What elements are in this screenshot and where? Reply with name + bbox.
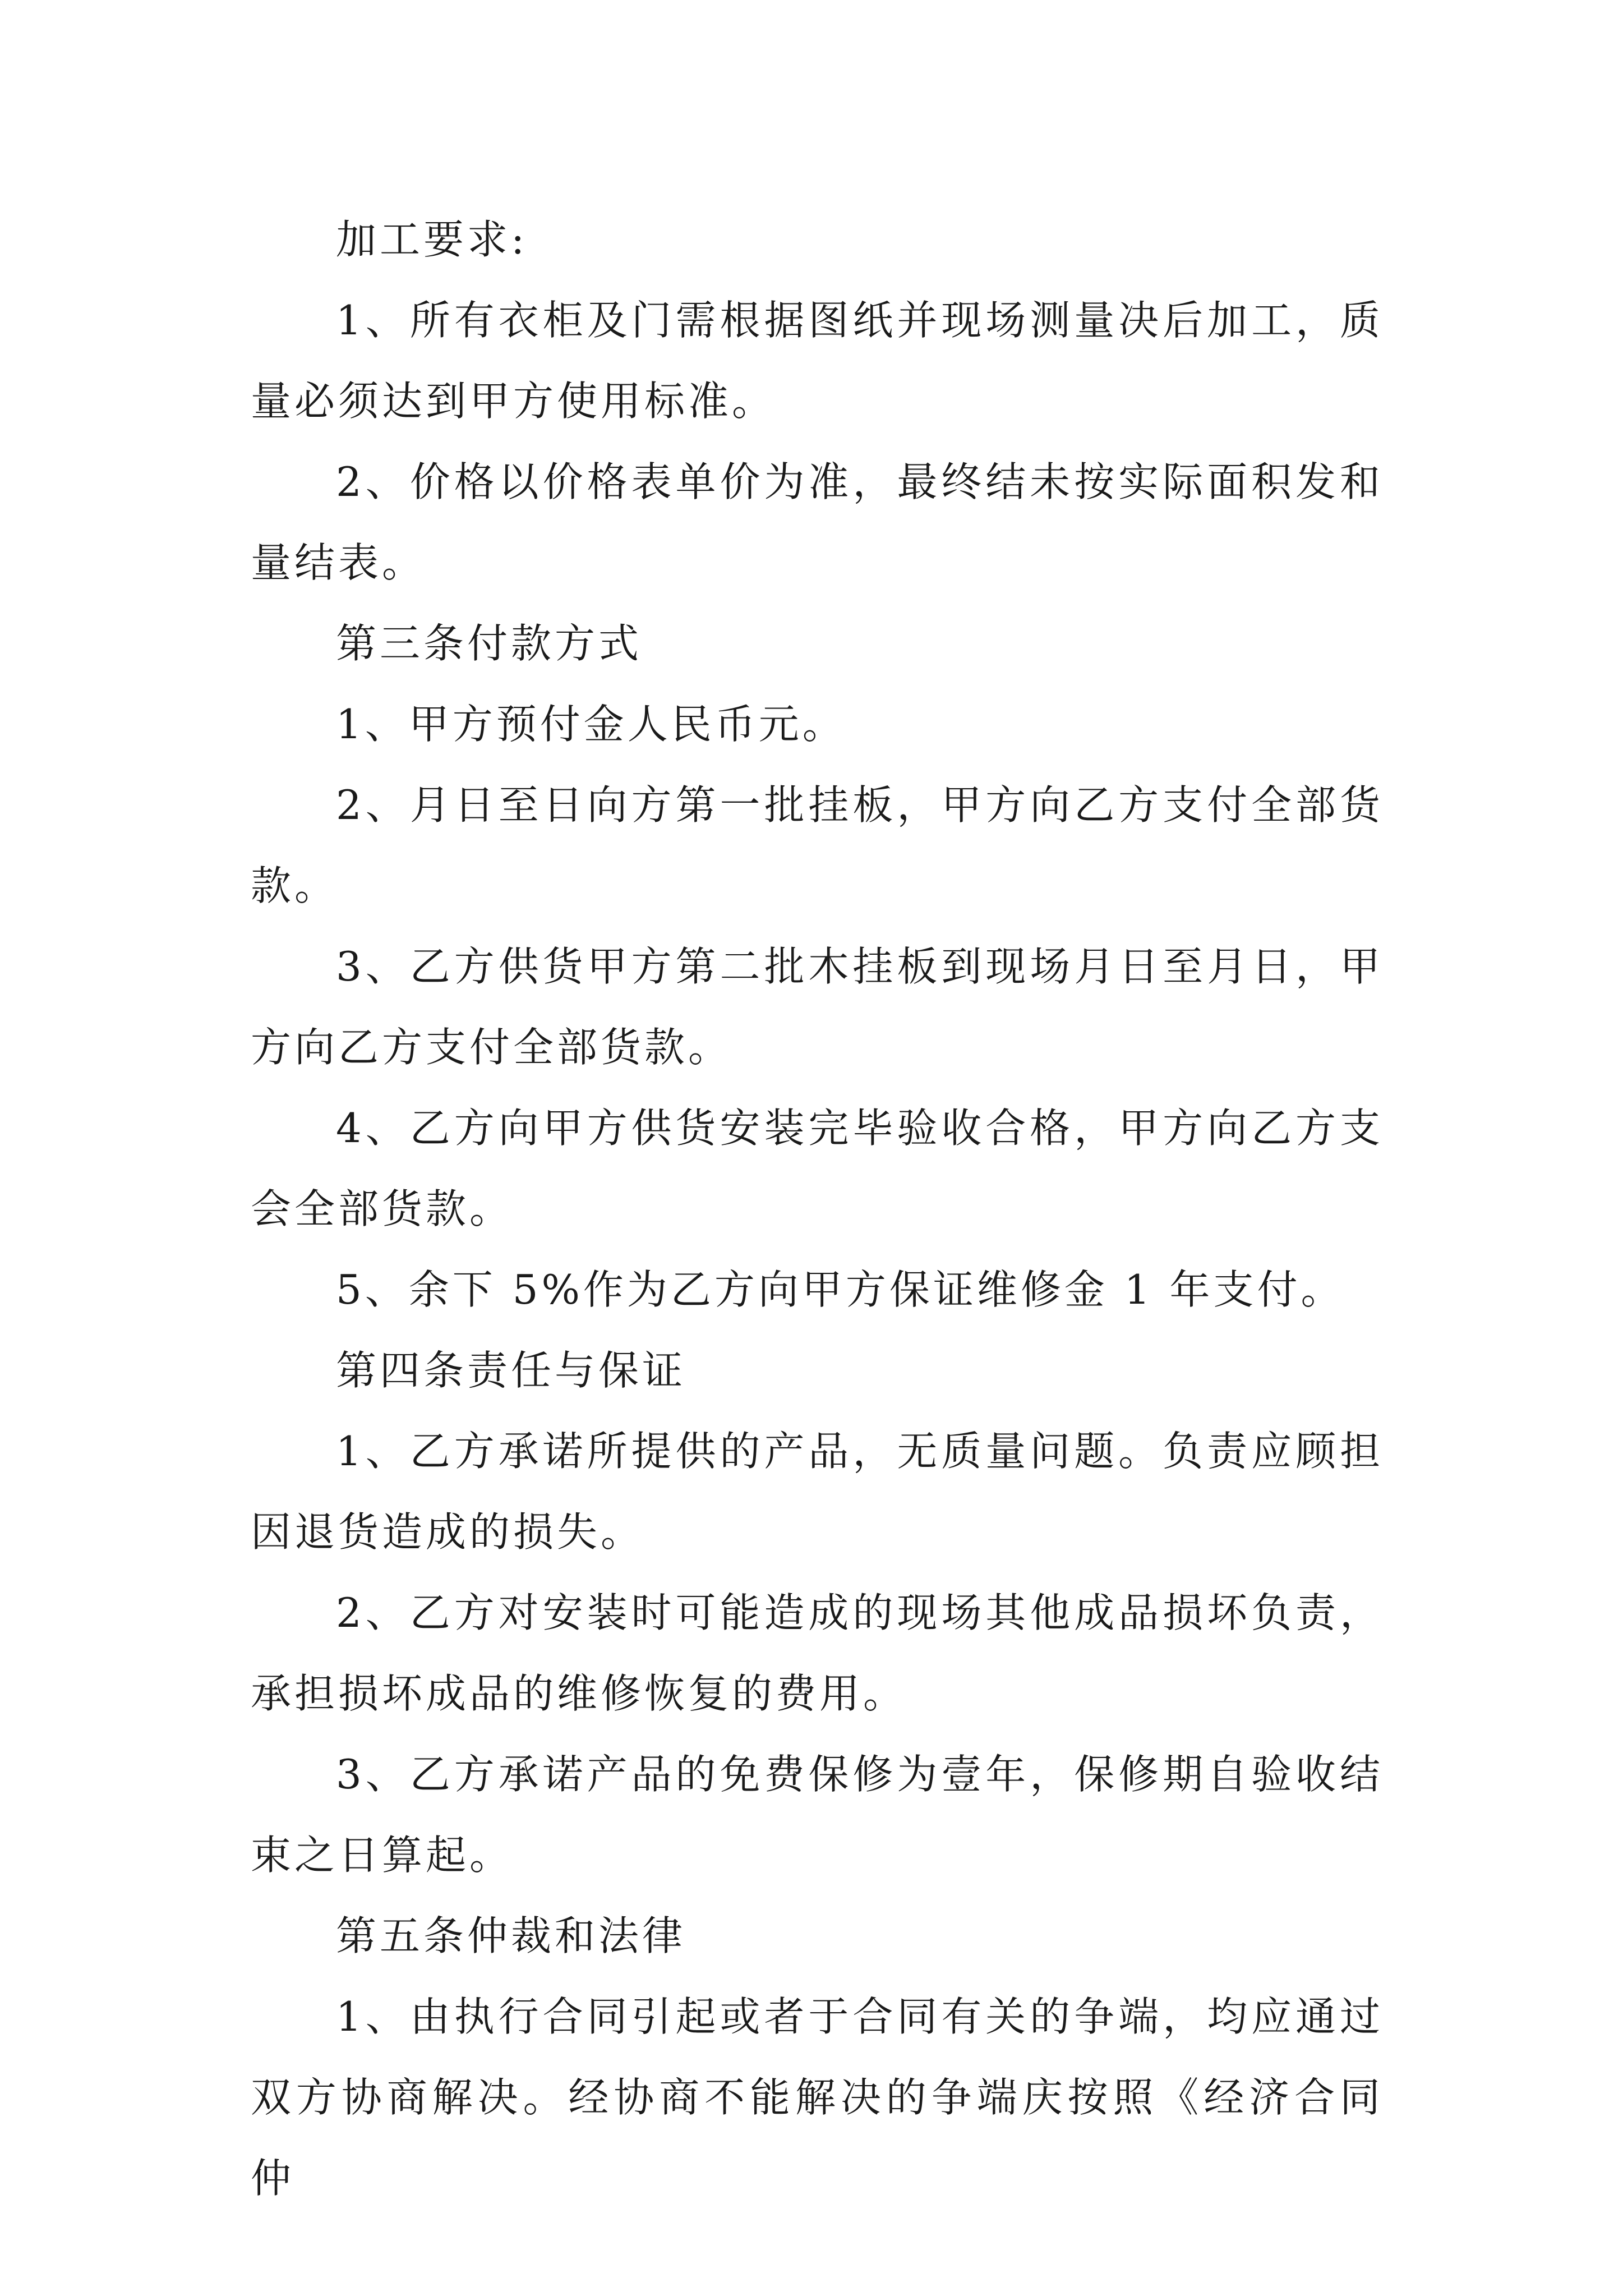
paragraph-processing-requirements-heading: 加工要求:: [336, 216, 528, 263]
paragraph-arbitration-item-1: 1、由执行合同引起或者于合同有关的争端，均应通过双方协商解决。经协商不能解决的争端庆按照《经济合同仲: [251, 1993, 1384, 2202]
paragraph-article-5-heading: 第五条仲裁和法律: [336, 1912, 686, 1959]
paragraph-warranty-item-1: 1、乙方承诺所提供的产品，无质量问题。负责应顾担因退货造成的损失。: [251, 1428, 1384, 1556]
paragraph-payment-item-5: 5、余下 5%作为乙方向甲方保证维修金 1 年支付。: [336, 1266, 1345, 1313]
paragraph-processing-item-2: 2、价格以价格表单价为准，最终结未按实际面积发和量结表。: [251, 458, 1384, 586]
paragraph-processing-item-1: 1、所有衣柜及门需根据图纸并现场测量决后加工，质量必须达到甲方使用标准。: [251, 297, 1384, 425]
paragraph-article-4-heading: 第四条责任与保证: [336, 1347, 686, 1394]
paragraph-warranty-item-2: 2、乙方对安装时可能造成的现场其他成品损坏负责，承担损坏成品的维修恢复的费用。: [251, 1589, 1384, 1717]
paragraph-payment-item-1: 1、甲方预付金人民币元。: [336, 701, 846, 748]
paragraph-warranty-item-3: 3、乙方承诺产品的免费保修为壹年，保修期自验收结束之日算起。: [251, 1751, 1384, 1879]
document-body: [251, 199, 1384, 2219]
paragraph-payment-item-3: 3、乙方供货甲方第二批木挂板到现场月日至月日，甲方向乙方支付全部货款。: [251, 943, 1384, 1071]
paragraph-article-3-heading: 第三条付款方式: [336, 620, 643, 667]
paragraph-payment-item-2: 2、月日至日向方第一批挂板，甲方向乙方支付全部货款。: [251, 781, 1384, 909]
paragraph-payment-item-4: 4、乙方向甲方供货安装完毕验收合格，甲方向乙方支会全部货款。: [251, 1105, 1384, 1232]
